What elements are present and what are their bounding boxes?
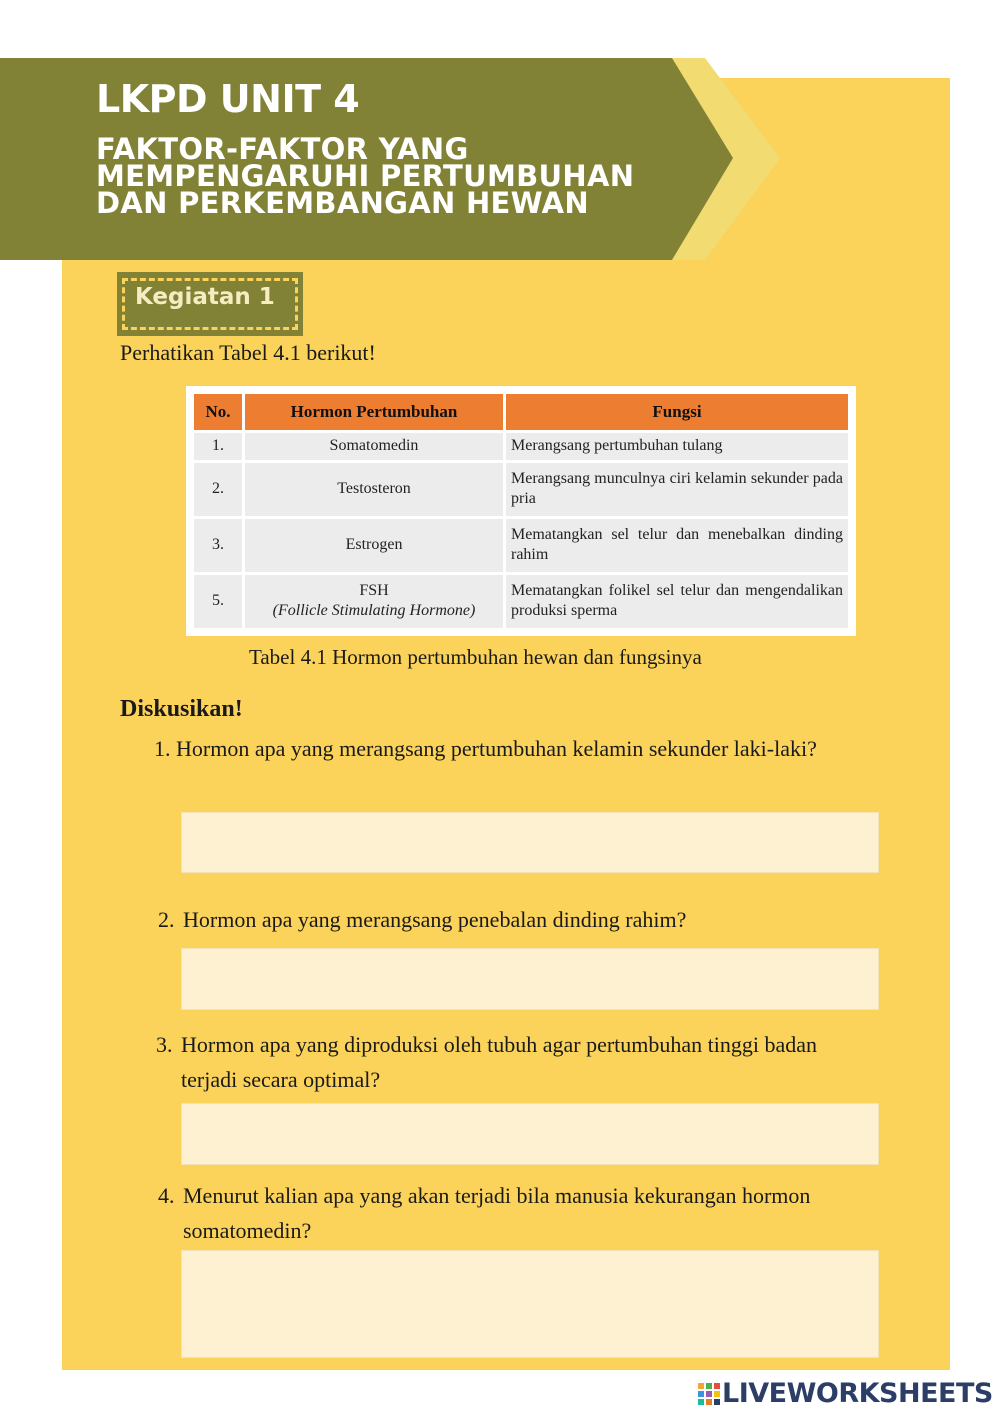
question-number: 4. xyxy=(158,1183,175,1208)
unit-title: LKPD UNIT 4 xyxy=(96,77,360,121)
question-4 xyxy=(158,1178,906,1248)
cell-hormon: Testosteron xyxy=(245,463,503,516)
question-number: 3. xyxy=(156,1032,173,1057)
cell-hormon xyxy=(245,575,503,628)
cell-no: 1. xyxy=(194,433,242,460)
cell-fungsi: Mematangkan folikel sel telur dan mengendalikan produksi sperma xyxy=(506,575,848,628)
header-hormon: Hormon Pertumbuhan xyxy=(245,394,503,430)
cell-fungsi: Merangsang munculnya ciri kelamin sekunder pada pria xyxy=(506,463,848,516)
liveworksheets-wordmark: LIVEWORKSHEETS xyxy=(722,1378,993,1409)
liveworksheets-icon xyxy=(698,1383,720,1405)
table-row xyxy=(194,575,848,628)
answer-box-4[interactable] xyxy=(181,1250,879,1358)
table-row xyxy=(194,519,848,572)
cell-hormon: Somatomedin xyxy=(245,433,503,460)
instruction-text: Perhatikan Tabel 4.1 berikut! xyxy=(120,340,376,365)
cell-no: 3. xyxy=(194,519,242,572)
question-number: 1. xyxy=(154,736,171,761)
question-text: Menurut kalian apa yang akan terjadi bila manusia kekurangan hormon somatomedin? xyxy=(183,1183,811,1243)
cell-fungsi: Mematangkan sel telur dan menebalkan dinding rahim xyxy=(506,519,848,572)
header-fungsi: Fungsi xyxy=(506,394,848,430)
header-no: No. xyxy=(194,394,242,430)
hormone-table xyxy=(191,391,851,631)
hormone-table-wrapper xyxy=(186,386,856,636)
question-text: Hormon apa yang diproduksi oleh tubuh agar pertumbuhan tinggi badan terjadi secara optimal? xyxy=(181,1032,818,1092)
question-3 xyxy=(156,1027,856,1097)
cell-no: 2. xyxy=(194,463,242,516)
activity-badge xyxy=(117,272,303,336)
banner-text xyxy=(96,76,696,220)
question-2 xyxy=(158,902,883,937)
question-number: 2. xyxy=(158,907,175,932)
discussion-title: Diskusikan! xyxy=(120,696,243,722)
cell-fungsi: Merangsang pertumbuhan tulang xyxy=(506,433,848,460)
question-text: Hormon apa yang merangsang penebalan dinding rahim? xyxy=(183,907,687,932)
hormon-abbrev: FSH xyxy=(359,582,389,600)
table-row xyxy=(194,463,848,516)
table-header-row xyxy=(194,394,848,430)
answer-box-2[interactable] xyxy=(181,948,879,1010)
hormon-fullname: (Follicle Stimulating Hormone) xyxy=(272,602,476,620)
question-text: Hormon apa yang merangsang pertumbuhan kelamin sekunder laki-laki? xyxy=(176,736,817,761)
answer-box-1[interactable] xyxy=(181,812,879,873)
cell-no: 5. xyxy=(194,575,242,628)
unit-subtitle: FAKTOR-FAKTOR YANG MEMPENGARUHI PERTUMBUHAN DAN PERKEMBANGAN HEWAN xyxy=(96,132,635,220)
cell-hormon: Estrogen xyxy=(245,519,503,572)
table-caption: Tabel 4.1 Hormon pertumbuhan hewan dan fungsinya xyxy=(249,645,702,669)
question-1 xyxy=(154,731,879,766)
answer-box-3[interactable] xyxy=(181,1103,879,1165)
activity-label: Kegiatan 1 xyxy=(135,284,275,310)
table-row xyxy=(194,433,848,460)
